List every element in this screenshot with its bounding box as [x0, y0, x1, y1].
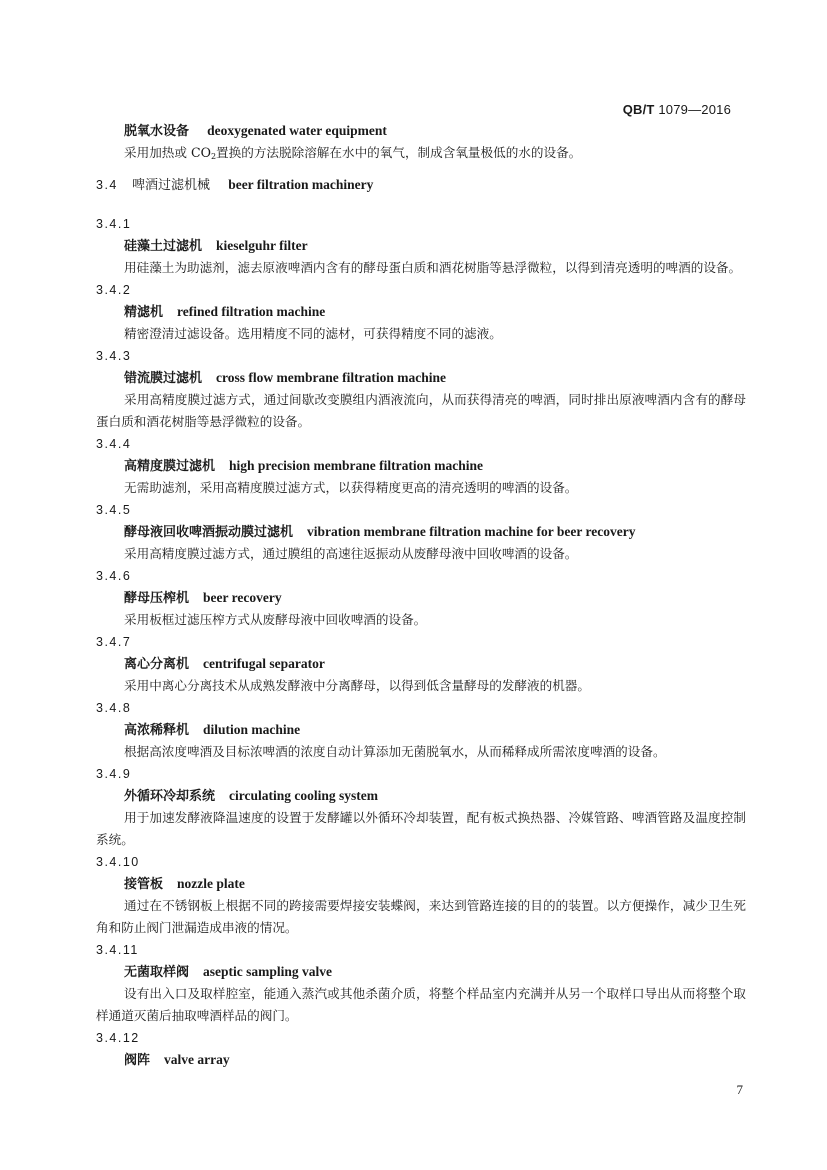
- term-number: 3.4.11: [96, 943, 139, 957]
- term-english: deoxygenated water equipment: [207, 123, 387, 138]
- term-chinese: 高精度膜过滤机: [124, 459, 216, 474]
- term-entry: [96, 939, 746, 1027]
- section-heading: [96, 174, 746, 197]
- term-entry: [96, 1027, 746, 1071]
- term-chinese: 阀阵: [124, 1053, 151, 1068]
- term-chinese: 高浓稀释机: [124, 723, 190, 738]
- term-chinese: 无菌取样阀: [124, 965, 190, 980]
- term-title: [124, 873, 746, 895]
- term-english: kieselguhr filter: [216, 238, 308, 253]
- term-number: 3.4.6: [96, 569, 132, 583]
- term-title: [124, 235, 746, 257]
- page-number: 7: [736, 1082, 743, 1097]
- term-number: 3.4.9: [96, 767, 132, 781]
- term-number: 3.4.10: [96, 855, 140, 869]
- term-number: 3.4.3: [96, 349, 132, 363]
- term-number: 3.4.12: [96, 1031, 140, 1045]
- term-number: 3.4.8: [96, 701, 132, 715]
- term-definition: 采用板框过滤压榨方式从废酵母液中回收啤酒的设备。: [124, 612, 427, 627]
- term-entry: [96, 433, 746, 499]
- standard-number: 1079—2016: [658, 102, 731, 117]
- term-chinese: 硅藻土过滤机: [124, 239, 203, 254]
- term-title: [124, 961, 746, 983]
- term-english: dilution machine: [203, 722, 301, 737]
- term-title: [124, 367, 746, 389]
- term-chinese: 脱氧水设备: [124, 124, 190, 139]
- term-english: nozzle plate: [177, 876, 245, 891]
- term-definition: 采用高精度膜过滤方式，通过间歇改变膜组内酒液流向，从而获得清亮的啤酒，同时排出原液啤酒内含有的酵母蛋白质和酒花树脂等悬浮微粒的设备。: [96, 392, 746, 429]
- term-entry: [96, 279, 746, 345]
- term-definition: 通过在不锈钢板上根据不同的跨接需要焊接安装蝶阀，来达到管路连接的目的的装置。以方便操作，减少卫生死角和防止阀门泄漏造成串液的情况。: [96, 898, 746, 935]
- term-number: 3.4.1: [96, 217, 132, 231]
- term-chinese: 错流膜过滤机: [124, 371, 203, 386]
- term-definition: 精密澄清过滤设备。选用精度不同的滤材，可获得精度不同的滤液。: [124, 326, 502, 341]
- term-definition: 用硅藻土为助滤剂，滤去原液啤酒内含有的酵母蛋白质和酒花树脂等悬浮微粒，以得到清亮透明的啤酒的设备。: [124, 260, 742, 275]
- term-entry: [96, 213, 746, 279]
- term-title: [124, 653, 746, 675]
- section-title-chinese: 啤酒过滤机械: [132, 178, 211, 193]
- term-chinese: 外循环冷却系统: [124, 789, 216, 804]
- document-body: [96, 120, 746, 1071]
- term-definition: 根据高浓度啤酒及目标浓啤酒的浓度自动计算添加无菌脱氧水，从而稀释成所需浓度啤酒的设备。: [124, 744, 666, 759]
- term-english: refined filtration machine: [177, 304, 326, 319]
- section-title-english: beer filtration machinery: [228, 177, 374, 192]
- term-entry: [96, 763, 746, 851]
- term-chinese: 离心分离机: [124, 657, 190, 672]
- term-number: 3.4.2: [96, 283, 132, 297]
- term-chinese: 精滤机: [124, 305, 164, 320]
- term-title: [124, 120, 746, 142]
- term-chinese: 接管板: [124, 877, 164, 892]
- term-english: beer recovery: [203, 590, 282, 605]
- term-english: valve array: [164, 1052, 230, 1067]
- term-english: cross flow membrane filtration machine: [216, 370, 446, 385]
- term-entry: [96, 631, 746, 697]
- term-entry: [96, 851, 746, 939]
- term-title: [124, 521, 746, 543]
- term-definition: 采用中离心分离技术从成熟发酵液中分离酵母，以得到低含量酵母的发酵液的机器。: [124, 678, 590, 693]
- term-entry-deoxygenated-water: [96, 120, 746, 164]
- term-title: [124, 587, 746, 609]
- term-definition: 采用高精度膜过滤方式，通过膜组的高速往返振动从废酵母液中回收啤酒的设备。: [124, 546, 578, 561]
- term-title: [124, 785, 746, 807]
- term-english: high precision membrane filtration machine: [229, 458, 484, 473]
- term-entry: [96, 499, 746, 565]
- term-title: [124, 1049, 746, 1071]
- term-english: vibration membrane filtration machine for beer recovery: [307, 524, 636, 539]
- term-title: [124, 455, 746, 477]
- term-number: 3.4.5: [96, 503, 132, 517]
- term-entry: [96, 345, 746, 433]
- section-number: 3.4: [96, 178, 118, 192]
- term-number: 3.4.7: [96, 635, 132, 649]
- term-english: centrifugal separator: [203, 656, 325, 671]
- term-definition: 设有出入口及取样腔室，能通入蒸汽或其他杀菌介质，将整个样品室内充满并从另一个取样口导出从而将整个取样通道灭菌后抽取啤酒样品的阀门。: [96, 986, 746, 1023]
- term-english: aseptic sampling valve: [203, 964, 333, 979]
- term-title: [124, 301, 746, 323]
- term-number: 3.4.4: [96, 437, 132, 451]
- term-definition: 采用加热或 $CO_2$置换的方法脱除溶解在水中的氧气，制成含氧量极低的水的设备。: [124, 145, 582, 161]
- term-chinese: 酵母液回收啤酒振动膜过滤机: [124, 525, 294, 540]
- standard-code: QB/T: [622, 102, 655, 117]
- term-definition: 用于加速发酵液降温速度的设置于发酵罐以外循环冷却装置，配有板式换热器、冷媒管路、啤酒管路及温度控制系统。: [96, 810, 746, 847]
- term-chinese: 酵母压榨机: [124, 591, 190, 606]
- term-english: circulating cooling system: [229, 788, 379, 803]
- term-entry: [96, 565, 746, 631]
- term-title: [124, 719, 746, 741]
- term-entry: [96, 697, 746, 763]
- term-definition: 无需助滤剂，采用高精度膜过滤方式，以获得精度更高的清亮透明的啤酒的设备。: [124, 480, 578, 495]
- terms-list: [96, 213, 746, 1071]
- standard-header: [623, 102, 731, 117]
